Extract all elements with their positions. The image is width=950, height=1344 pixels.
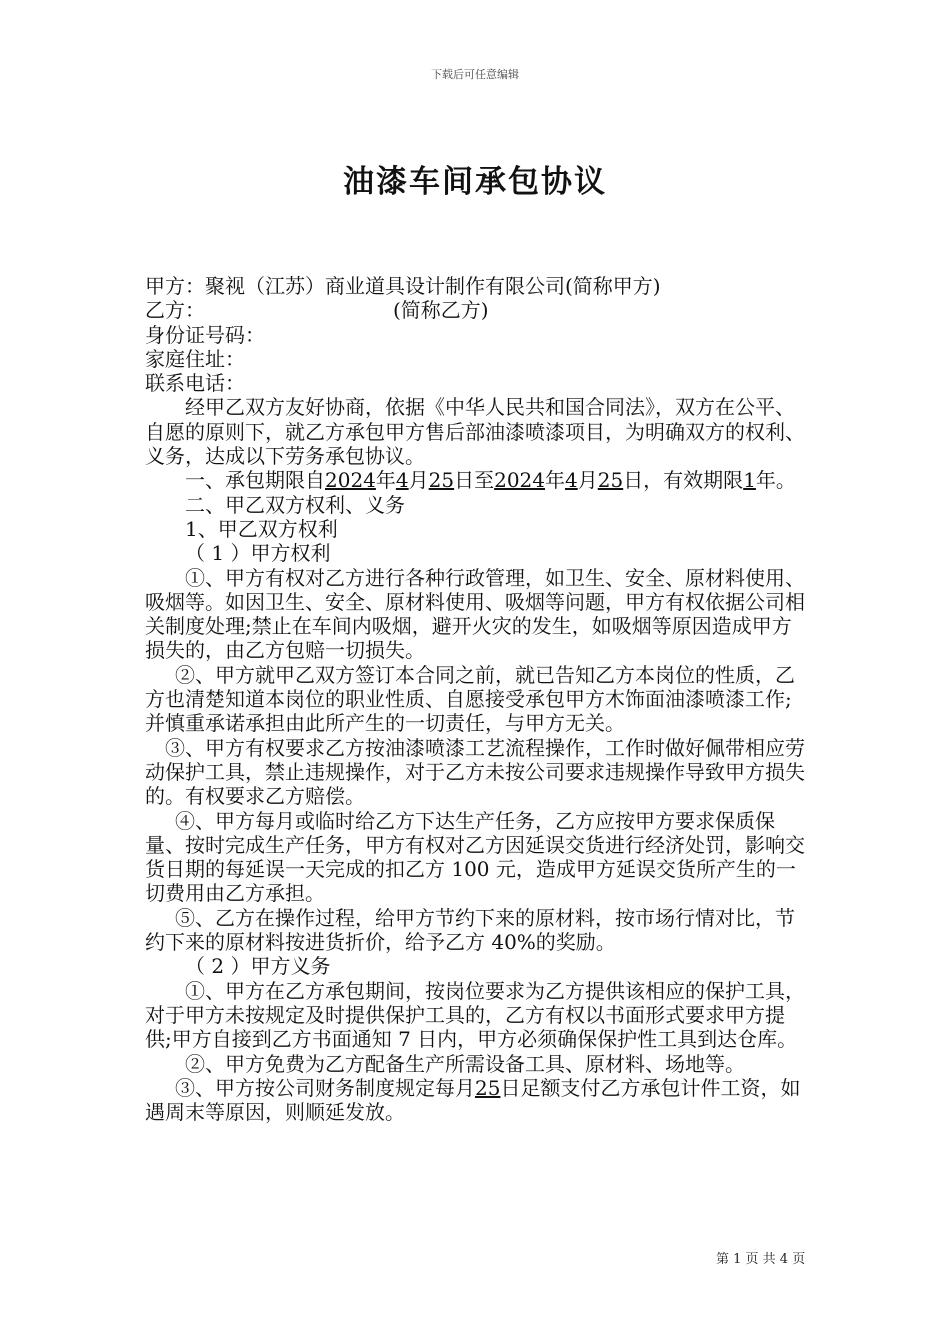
term-month-char-2: 月 [577,468,598,493]
rights-a-item: ①、甲方有权对乙方进行各种行政管理，如卫生、安全、原材料使用、吸烟等。如因卫生、安全、原材料使用、吸烟等问题，甲方有权依据公司相关制度处理;禁止在车间内吸烟，避开火灾的发生，如吸烟等原因造成甲方损失的，由乙方包赔一切损失。 [145,565,805,663]
term-to: 日至 [454,468,495,493]
term-end-day: 25 [597,468,624,493]
phone-line: 联系电话： [145,371,245,396]
rights-a-item: ④、甲方每月或临时给乙方下达生产任务，乙方应按甲方要求保质保量、按时完成生产任务，甲方有权对乙方因延误交货进行经济处罚，影响交货日期的每延误一天完成的扣乙方 100 元，造成甲方延误交货所产生的一切费用由乙方承担。 [145,808,805,906]
term-year-char-2: 年 [545,468,565,493]
term-prefix: 一、承包期限自 [185,468,325,493]
duty3-suffix: 日足额支付乙方承包计件工资，如遇周末等原因，则顺延发放。 [145,1075,801,1125]
term-end-year: 2024 [494,468,545,493]
term-start-day: 25 [428,468,455,493]
term-paragraph [145,468,810,492]
duties-a-item [145,1076,810,1125]
party-b-suffix: (简称乙方) [393,298,489,323]
page-number: 第 1 页 共 4 页 [716,1252,806,1267]
term-years: 1 [743,468,756,493]
intro-paragraph: 经甲乙双方友好协商，依据《中华人民共和国合同法》，双方在公平、自愿的原则下，就乙方承包甲方售后部油漆喷漆项目，为明确双方的权利、义务，达成以下劳务承包协议。 [145,395,805,469]
term-start-year: 2024 [325,468,376,493]
term-validity: 日，有效期限 [623,468,744,493]
party-a-line: 甲方：聚视（江苏）商业道具设计制作有限公司(简称甲方) [145,274,661,298]
section-2-heading: 二、甲乙双方权利、义务 [185,492,405,517]
duties-a-item: ②、甲方免费为乙方配备生产所需设备工具、原材料、场地等。 [185,1051,745,1076]
id-number-line: 身份证号码： [145,322,265,347]
term-year-char: 年 [375,468,396,493]
term-year-suffix: 年。 [755,468,796,493]
term-month-char: 月 [408,468,429,493]
party-b-line [145,298,810,322]
subsection-1-heading: 1、甲乙双方权利 [185,516,338,541]
party-b-label: 乙方： [145,298,205,323]
term-start-month: 4 [395,468,409,493]
rights-a-item: ③、甲方有权要求乙方按油漆喷漆工艺流程操作，工作时做好佩带相应劳动保护工具，禁止违规操作，对于乙方未按公司要求违规操作导致甲方损失的。有权要求乙方赔偿。 [145,735,805,809]
document-title: 油漆车间承包协议 [343,164,607,200]
document-body [145,274,810,1124]
rights-a-item: ⑤、乙方在操作过程，给甲方节约下来的原材料，按市场行情对比，节约下来的原材料按进货折价，给予乙方 40%的奖励。 [145,905,795,955]
page-header-note: 下载后可任意编辑 [431,68,519,81]
duties-a-heading: （ 2 ）甲方义务 [185,954,331,979]
rights-a-item: ②、甲方就甲乙双方签订本合同之前，就已告知乙方本岗位的性质，乙方也清楚知道本岗位的职业性质、自愿接受承包甲方木饰面油漆喷漆工作;并慎重承诺承担由此所产生的一切责任，与甲方无关。 [145,662,795,736]
address-line: 家庭住址： [145,346,245,371]
duty3-prefix: ③、甲方按公司财务制度规定每月 [175,1075,475,1100]
duty3-day: 25 [475,1075,501,1100]
term-end-month: 4 [565,468,578,493]
duties-a-item: ①、甲方在乙方承包期间，按岗位要求为乙方提供该相应的保护工具，对于甲方未按规定及时提供保护工具的，乙方有权以书面形式要求甲方提供;甲方自接到乙方书面通知 7 日内，甲方必须确保保护性工具到达仓库。 [145,978,805,1052]
rights-a-heading: （ 1 ）甲方权利 [185,541,331,566]
